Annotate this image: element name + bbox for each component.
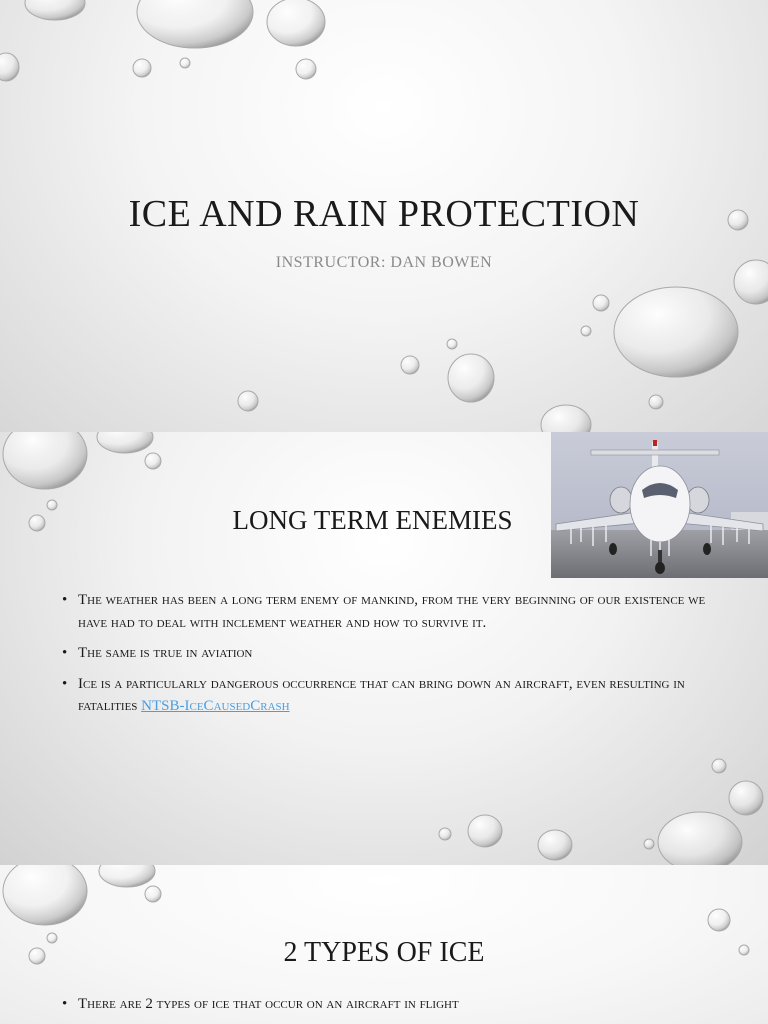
presentation-subtitle: INSTRUCTOR: DAN BOWEN [275,254,493,271]
bullet-icon: • [62,675,68,692]
bullet-item: • There are 2 types of ice that occur on an aircraft in flight [62,993,722,1015]
bullet-item: • Ice is a particularly dangerous occurrence that can bring down an aircraft, even resulting in fatalities NTSB-IceCausedCrash [62,673,722,718]
bullet-icon: • [62,996,68,1012]
slide-title: LONG TERM ENEMIES [232,505,513,535]
bullet-list [62,993,722,1015]
bullet-icon: • [62,645,68,661]
title-slide [0,0,768,432]
bullet-list [62,589,722,726]
iced-airplane-image [551,432,768,578]
slide-title: 2 TYPES OF ICE [283,937,485,968]
bullet-icon: • [62,592,68,608]
long-term-enemies-slide [0,432,768,865]
bullet-item: • The same is true in aviation [62,642,722,665]
types-of-ice-slide [0,865,768,1024]
bullet-item: • The weather has been a long term enemy of mankind, from the very beginning of our existence we have had to deal with inclement weather and how to survive it. [62,589,722,634]
presentation-title: ICE AND RAIN PROTECTION [128,193,640,235]
ntsb-crash-link[interactable]: NTSB-IceCausedCrash [141,698,290,714]
